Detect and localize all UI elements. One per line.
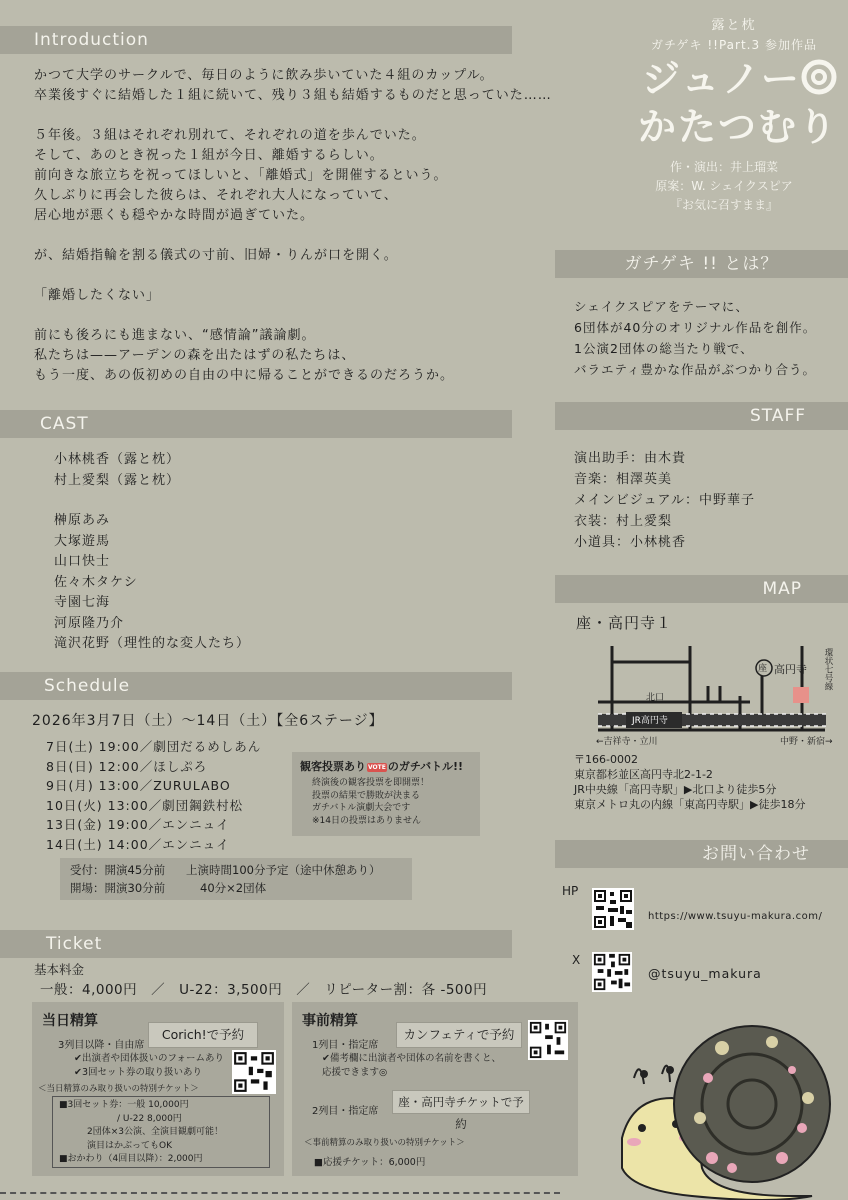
cast-member: 大塚遊馬 [54, 533, 111, 549]
dayof-special-box [52, 1096, 270, 1168]
za-badge: 座 [758, 664, 768, 674]
duration: 上演時間100分予定（途中休憩あり） [186, 863, 381, 877]
vote-badge: VOTE [368, 763, 386, 771]
intro-header: Introduction [0, 26, 512, 54]
intro-text [34, 66, 554, 386]
schedule-period: 2026年3月7日（土）〜14日（土）【全6ステージ】 [32, 713, 384, 729]
schedule-header: Schedule [0, 672, 512, 700]
advance-seat2: 2列目・指定席 [312, 1106, 379, 1117]
north-exit-label: 北口 [646, 693, 665, 703]
venue-name: 座・高円寺１ [576, 614, 673, 632]
intro-line: 前にも後ろにも進まない、“感情論”議論劇。 [34, 328, 316, 343]
cast-list [54, 450, 250, 655]
intro-line: 久しぶりに再会した彼らは、それぞれ大人になっていて、 [34, 188, 398, 203]
vote-line: ※14日の投票はありません [312, 815, 421, 826]
intro-line: 卒業後すぐに結婚した１組に続いて、残り３組も結婚するものだと思っていた…… [34, 88, 552, 103]
intro-line: 「離婚したくない」 [34, 288, 161, 303]
postal-code: 〒166-0002 [574, 753, 638, 766]
event-name: ガチゲキ !!Part.3 参加作品 [651, 38, 817, 52]
cast-member: 村上愛梨（露と枕） [54, 472, 181, 488]
station-label: JR高円寺 [632, 716, 668, 726]
access-metro: 東京メトロ丸の内線「東高円寺駅」▶徒歩18分 [574, 798, 806, 811]
confetti-qr-code[interactable] [528, 1020, 568, 1060]
dayof-box [32, 1002, 284, 1176]
vote-line: 終演後の観客投票を即開票！ [312, 778, 430, 788]
bottom-border [0, 1192, 560, 1194]
vote-line: 投票の結果で勝敗が決まる [312, 790, 421, 801]
dayof-title: 当日精算 [42, 1013, 98, 1029]
staff-member: 小道具：小林桃香 [574, 535, 687, 550]
special-ticket-line: ■3回セット券：一般 10,000円 [59, 1100, 189, 1110]
snail-illustration [612, 1018, 848, 1200]
cast-member: 小林桃香（露と枕） [54, 452, 181, 467]
dayof-notes [74, 1052, 224, 1080]
access-jr: JR中央線「高円寺駅」▶北口より徒歩5分 [574, 783, 777, 796]
special-ticket-line: ■おかわり（4回目以降）：2,000円 [59, 1154, 203, 1164]
intro-line: 私たちは——アーデンの森を出たはずの私たちは、 [34, 348, 356, 363]
ring-road-label: 環状七号線 [823, 648, 833, 691]
hp-url[interactable]: https://www.tsuyu-makura.com/ [648, 911, 823, 922]
corich-qr-code[interactable] [232, 1050, 276, 1094]
gachigeki-line: 6団体が40分のオリジナル作品を創作。 [574, 320, 817, 335]
special-ticket-line: / U-22 8,000円 [117, 1113, 182, 1124]
title-block [560, 14, 848, 214]
schedule-item: 7日(土) 19:00／劇団だるめしあん [46, 739, 262, 754]
direction-left: ←吉祥寺・立川 [596, 737, 658, 747]
intro-line: ５年後。３組はそれぞれ別れて、それぞれの道を歩んでいた。 [34, 128, 426, 143]
schedule-list [46, 737, 261, 854]
advance-seat1: 1列目・指定席 [312, 1040, 379, 1051]
corich-reserve-button[interactable]: Corich!で予約 [148, 1022, 258, 1048]
staff-member: 演出助手：由木貴 [574, 451, 687, 466]
advance-title: 事前精算 [302, 1013, 358, 1029]
direction-right: 中野・新宿→ [780, 737, 833, 747]
map-diagram [590, 642, 840, 754]
vote-line: ガチバトル演劇大会です [312, 803, 411, 813]
advance-notes [322, 1052, 501, 1080]
staff-member: 衣装：村上愛梨 [574, 514, 673, 529]
format: 40分×2団体 [200, 881, 267, 895]
confetti-reserve-button[interactable]: カンフェティで予約 [396, 1022, 522, 1048]
intro-line: 居心地が悪くも穏やかな時間が過ぎていた。 [34, 208, 315, 223]
play-title-line1 [598, 57, 848, 104]
credit-source: 『お気に召すまま』 [669, 198, 778, 212]
intro-line: が、結婚指輪を割る儀式の寸前、旧婦・りんが口を開く。 [34, 248, 398, 263]
base-price-label: 基本料金 [34, 962, 85, 977]
intro-line: そして、あのとき祝った１組が今日、離婚するらしい。 [34, 148, 384, 163]
title-text-1: ジュノー [642, 57, 801, 101]
contact-header: お問い合わせ [555, 840, 848, 868]
hp-label: HP [562, 884, 579, 898]
staff-list [574, 448, 755, 553]
gachigeki-header: ガチゲキ !! とは？ [555, 250, 848, 278]
cast-member: 榊原あみ [54, 513, 111, 528]
schedule-info-box [60, 858, 412, 900]
intro-line: もう一度、あの仮初めの自由の中に帰ることができるのだろうか。 [34, 368, 455, 383]
map-header: MAP [555, 575, 848, 603]
cast-member: 山口快士 [54, 554, 111, 569]
ticket-prices: 一般：4,000円 ／ U-22：3,500円 ／ リピーター割：各 -500円 [40, 982, 488, 998]
company-name: 露と枕 [711, 18, 757, 33]
dayof-note: ✔3回セット券の取り扱いあり [74, 1067, 203, 1078]
cast-member: 佐々木タケシ [54, 574, 138, 590]
spiral-icon [801, 59, 837, 104]
cast-member: 河原隆乃介 [54, 615, 125, 631]
gachigeki-line: シェイクスピアをテーマに、 [574, 299, 749, 314]
dayof-special-title: ＜当日精算のみ取り扱いの特別チケット＞ [38, 1084, 199, 1094]
dayof-seat: 3列目以降・自由席 [58, 1040, 145, 1051]
venue-map-label: 高円寺 [774, 663, 807, 676]
schedule-item: 13日(金) 19:00／エンニュイ [46, 817, 230, 832]
x-handle[interactable]: @tsuyu_makura [648, 966, 762, 981]
staff-member: 音楽：相澤英美 [574, 472, 673, 487]
reception-time: 受付：開演45分前 [70, 863, 166, 877]
open-time: 開場：開演30分前 [70, 881, 166, 895]
credit-original: 原案：W. シェイクスピア [655, 179, 793, 193]
address-block [574, 752, 805, 812]
credit-director: 作・演出：井上瑠菜 [669, 160, 778, 174]
x-qr-code[interactable] [592, 952, 632, 992]
play-title-line2: かたつむり [638, 105, 839, 149]
hp-qr-code[interactable] [592, 888, 634, 930]
cast-member: 滝沢花野（理性的な変人たち） [54, 636, 251, 651]
gachigeki-line: 1公演2団体の総当たり戦で、 [574, 341, 754, 356]
intro-line: かつて大学のサークルで、毎日のように飲み歩いていた４組のカップル。 [34, 68, 494, 83]
special-ticket-line: 演目はかぶってもOK [87, 1140, 172, 1151]
vote-box [292, 752, 480, 836]
schedule-item: 14日(土) 14:00／エンニュイ [46, 836, 230, 852]
staff-header: STAFF [555, 402, 848, 430]
staff-member: メインビジュアル：中野華子 [574, 493, 755, 508]
advance-box [292, 1002, 578, 1176]
cast-member: 寺園七海 [54, 595, 111, 610]
advance-note: 応援できます◎ [322, 1067, 388, 1078]
dayof-note: ✔出演者や団体扱いのフォームあり [74, 1053, 224, 1064]
ticket-header: Ticket [0, 930, 512, 958]
schedule-item: 10日(火) 13:00／劇団鋼鉄村松 [46, 797, 244, 813]
vote-title-b: のガチバトル!! [387, 760, 463, 773]
zakoenji-reserve-button[interactable]: 座・高円寺チケットで予約 [392, 1090, 530, 1114]
special-ticket-line: 2団体×3公演、全演目観劇可能！ [87, 1127, 223, 1137]
vote-title: 観客投票あり [300, 760, 366, 773]
intro-line: 前向きな旅立ちを祝ってほしいと、「離婚式」を開催するという。 [34, 168, 448, 183]
gachigeki-line: バラエティ豊かな作品がぶつかり合う。 [574, 362, 817, 377]
advance-special-line: ■応援チケット：6,000円 [314, 1157, 426, 1168]
advance-special-title: ＜事前精算のみ取り扱いの特別チケット＞ [304, 1138, 465, 1148]
cast-header: CAST [0, 410, 512, 438]
address-line: 東京都杉並区高円寺北2-1-2 [574, 768, 713, 781]
gachigeki-text [574, 296, 816, 380]
schedule-item: 9日(月) 13:00／ZURULABO [46, 778, 231, 793]
x-label: X [572, 953, 581, 967]
schedule-item: 8日(日) 12:00／ほしぷろ [46, 758, 208, 774]
advance-note: ✔備考欄に出演者や団体の名前を書くと、 [322, 1053, 501, 1064]
